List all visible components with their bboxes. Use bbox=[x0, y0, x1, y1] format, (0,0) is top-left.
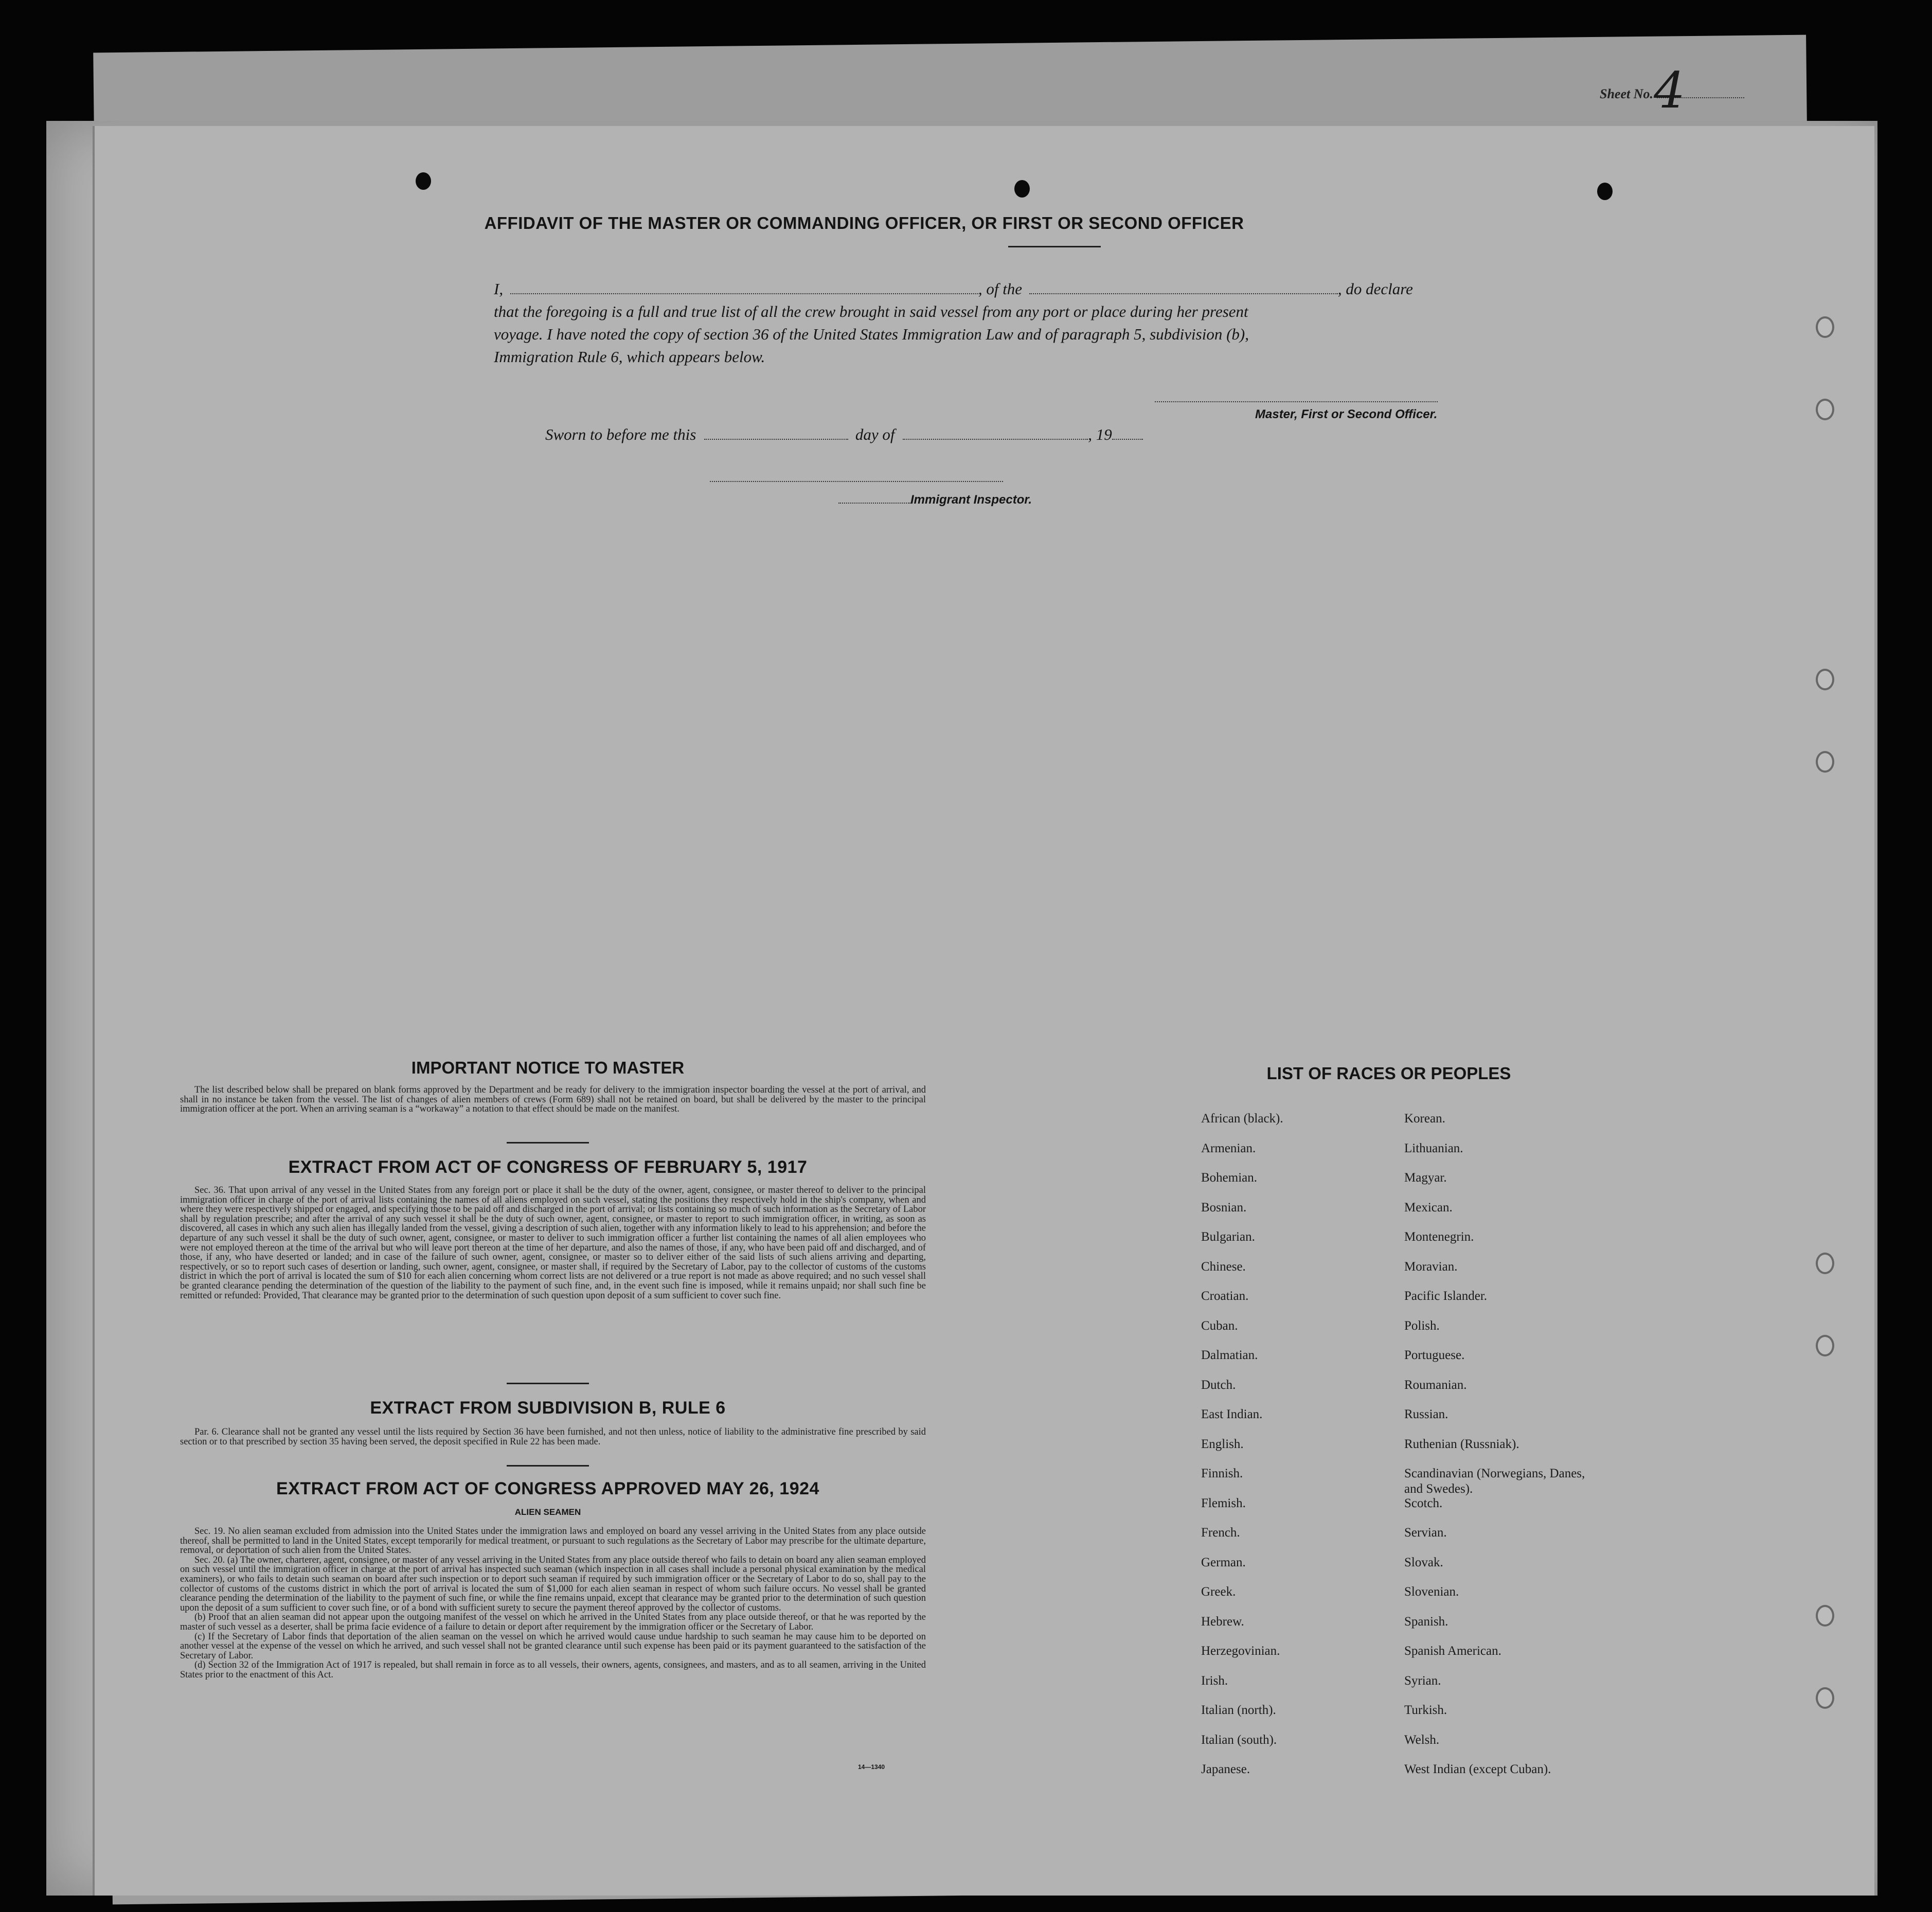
race-item: German. bbox=[1201, 1555, 1246, 1569]
race-item: West Indian (except Cuban). bbox=[1404, 1762, 1551, 1776]
extract-rule6-paragraph: Par. 6. Clearance shall not be granted any vessel until the lists required by Section 36 have been furnished, and not then unless, notice of liability to the administrative fine prescribed by said section or to that prescribed by section 35 having been served, the deposit specified in Rule 22 has been made. bbox=[180, 1427, 926, 1447]
affidavit-title: AFFIDAVIT OF THE MASTER OR COMMANDING OFFICER, OR FIRST OR SECOND OFFICER bbox=[484, 213, 1244, 233]
extract-1917-title: EXTRACT FROM ACT OF CONGRESS OF FEBRUARY 5, 1917 bbox=[288, 1157, 808, 1177]
affidavit-line-3: voyage. I have noted the copy of section 36 of the United States Immigration Law and of paragraph 5, subdivision (b), bbox=[494, 325, 1249, 343]
inspector-caption-text: Immigrant Inspector. bbox=[910, 493, 1032, 507]
race-item: Portuguese. bbox=[1404, 1348, 1465, 1362]
race-item: Cuban. bbox=[1201, 1318, 1238, 1333]
race-item: East Indian. bbox=[1201, 1407, 1263, 1421]
affidavit-i-label: I, bbox=[494, 280, 504, 298]
race-item: Chinese. bbox=[1201, 1259, 1246, 1274]
race-item: Italian (north). bbox=[1201, 1703, 1276, 1717]
race-item: Bohemian. bbox=[1201, 1171, 1258, 1185]
binder-hole bbox=[1816, 1253, 1834, 1274]
race-item: Russian. bbox=[1404, 1407, 1448, 1421]
sworn-day-of: day of bbox=[855, 425, 895, 443]
alien-seamen-subtitle: ALIEN SEAMEN bbox=[514, 1507, 581, 1517]
extract-1917-divider bbox=[507, 1383, 589, 1384]
inspector-signature-blank bbox=[838, 498, 910, 504]
race-item: Moravian. bbox=[1404, 1259, 1458, 1274]
race-item: Scotch. bbox=[1404, 1496, 1443, 1510]
race-item: Turkish. bbox=[1404, 1703, 1447, 1717]
extract-1917-paragraph: Sec. 36. That upon arrival of any vessel in the United States from any foreign port or place it shall be the duty of the owner, agent, consignee, or master thereof to deliver to the principal immigration officer in charge of the port of arrival lists containing the names of all aliens employed on such vessel, stating the positions they respectively hold in the ship's company, when and where they were respectively shipped or engaged, and specifying those to be paid off and discharged in the port of arrival; or lists containing so much of such information as the Secretary of Labor shall by regulation prescribe; and after the arrival of any such vessel it shall be the duty of such owner, agent, consignee, or master to report to such immigration officer, in writing, as soon as discovered, all cases in which any such alien has illegally landed from the vessel, giving a description of such alien, together with any information likely to lead to his apprehension; and before the departure of any such vessel it shall be the duty of such owner, agent, consignee, or master to deliver to such immigration officer a further list containing the names of all alien employees who were not employed thereon at the time of the arrival but who will leave port thereon at the time of her departure, and also the names of those, if any, who have been paid off and discharged, and of those, if any, who have deserted or landed; and in case of the failure of such owner, agent, consignee, or master so to deliver either of the said lists of such aliens arriving and departing, respectively, or so to report such cases of desertion or landing, such owner, agent, consignee, or master shall, if required by the Secretary of Labor, pay to the collector of customs of the customs district in which the port of arrival is located the sum of $10 for each alien concerning whom correct lists are not delivered or a true report is not made as above required; and no such vessel shall be granted clearance pending the determination of the question of the liability to the payment of such fine, and, in the event such fine is imposed, while it remains unpaid; nor shall such fine be remitted or refunded: Provided, That clearance may be granted prior to the determination of such question upon deposit of a sum sufficient to cover such fine. bbox=[180, 1185, 926, 1301]
sworn-label: Sworn to before me this bbox=[545, 425, 696, 443]
race-item: Spanish. bbox=[1404, 1614, 1448, 1629]
punch-hole bbox=[1014, 180, 1030, 198]
race-item: Ruthenian (Russniak). bbox=[1404, 1437, 1519, 1451]
sec-20d-paragraph: (d) Section 32 of the Immigration Act of 1917 is repealed, but shall remain in force as to all vessels, their owners, agents, consignees, and masters, and as to all seamen, arriving in the United States prior to the enactment of this Act. bbox=[180, 1660, 926, 1680]
inspector-signature-caption bbox=[838, 493, 1032, 507]
race-item: Hebrew. bbox=[1201, 1614, 1244, 1629]
punch-hole bbox=[1597, 183, 1613, 200]
race-item: Korean. bbox=[1404, 1112, 1445, 1125]
race-item: Croatian. bbox=[1201, 1289, 1249, 1303]
master-signature-line bbox=[1155, 401, 1438, 402]
sworn-year-prefix: , 19 bbox=[1088, 425, 1112, 443]
sec-20a-paragraph: Sec. 20. (a) The owner, charterer, agent, consignee, or master of any vessel arriving in the United States from any place outside thereof who fails to detain on board any alien seaman employed on such vessel until the immigration officer in charge at the port of arrival has inspected such seaman (which inspection in all cases shall include a personal physical examination by the medical examiners), or who fails to detain such seaman on board after such inspection or to deport such seaman if required by such immigration officer or the Secretary of Labor to do so, shall pay to the collector of customs of the customs district in which the port of arrival is located the sum of $1,000 for each alien seaman in respect of whom such failure occurs. No vessel shall be granted clearance pending the determination of the liability to the payment of such fine, or while the fine remains unpaid, except that clearance may be granted prior to the determination of such question upon the deposit of a sum sufficient to cover such fine, or of a bond with sufficient surety to secure the payment thereof approved by the collector of customs. bbox=[180, 1554, 926, 1613]
sworn-day-blank bbox=[704, 435, 848, 440]
binder-hole bbox=[1816, 1605, 1834, 1627]
races-list-right bbox=[1404, 1111, 1610, 1792]
race-item: Mexican. bbox=[1404, 1200, 1453, 1214]
race-item: Bulgarian. bbox=[1201, 1230, 1255, 1244]
race-item: Montenegrin. bbox=[1404, 1230, 1474, 1244]
notice-text bbox=[180, 1085, 926, 1114]
affidavit-do-declare: , do declare bbox=[1337, 280, 1413, 298]
binder-hole bbox=[1816, 669, 1834, 690]
races-title: LIST OF RACES OR PEOPLES bbox=[1266, 1064, 1511, 1083]
race-item: Slovenian. bbox=[1404, 1585, 1459, 1599]
notice-title: IMPORTANT NOTICE TO MASTER bbox=[411, 1058, 685, 1077]
race-item: Irish. bbox=[1201, 1673, 1228, 1688]
race-item: Polish. bbox=[1404, 1318, 1440, 1333]
extract-rule6-divider bbox=[507, 1465, 589, 1467]
sworn-month-blank bbox=[903, 435, 1088, 440]
sworn-year-blank bbox=[1112, 435, 1143, 440]
race-item: French. bbox=[1201, 1526, 1240, 1540]
binder-hole bbox=[1816, 1687, 1834, 1709]
form-number: 14—1340 bbox=[858, 1763, 885, 1771]
race-item: Bosnian. bbox=[1201, 1200, 1247, 1214]
notice-divider bbox=[507, 1142, 589, 1143]
extract-1917-text bbox=[180, 1186, 926, 1300]
race-item: Servian. bbox=[1404, 1526, 1447, 1540]
affidavit-line-2: that the foregoing is a full and true list of all the crew brought in said vessel from any port or place during her present bbox=[494, 302, 1248, 320]
race-item: Syrian. bbox=[1404, 1673, 1441, 1688]
sworn-line bbox=[545, 423, 1265, 446]
binder-hole bbox=[1816, 399, 1834, 420]
sheet-number-label: Sheet No. bbox=[1600, 86, 1653, 101]
race-item: Italian (south). bbox=[1201, 1732, 1277, 1747]
name-blank bbox=[510, 289, 978, 294]
affidavit-divider bbox=[1008, 246, 1101, 247]
race-item: English. bbox=[1201, 1437, 1244, 1451]
sheet-number-handwritten: 4 bbox=[1654, 62, 1686, 119]
race-item: Welsh. bbox=[1404, 1732, 1440, 1747]
punch-hole bbox=[416, 172, 431, 190]
race-item: Dalmatian. bbox=[1201, 1348, 1258, 1362]
master-signature-caption: Master, First or Second Officer. bbox=[1255, 407, 1438, 421]
race-item: Scandinavian (Norwegians, Danes, and Swedes). bbox=[1404, 1467, 1585, 1496]
inspector-signature-line bbox=[710, 481, 1003, 482]
race-item: Herzegovinian. bbox=[1201, 1644, 1280, 1658]
race-item: Armenian. bbox=[1201, 1141, 1256, 1155]
vessel-blank bbox=[1029, 289, 1338, 294]
affidavit-line-1 bbox=[494, 278, 1502, 300]
binder-hole bbox=[1816, 751, 1834, 773]
notice-paragraph: The list described below shall be prepared on blank forms approved by the Department and be ready for delivery to the immigration inspector boarding the vessel at the port of arrival, and shall in no instance be taken from the vessel. The list of changes of alien members of crews (Form 689) shall not be retained on board, but shall be delivered by the master to the principal immigration officer at the port. When an arriving seaman is a “workaway” a notation to that effect should be made on the manifest. bbox=[180, 1085, 926, 1115]
race-item: Slovak. bbox=[1404, 1555, 1443, 1569]
race-item: African (black). bbox=[1201, 1112, 1283, 1125]
races-list-left bbox=[1201, 1111, 1371, 1792]
race-item: Pacific Islander. bbox=[1404, 1289, 1488, 1303]
binder-hole bbox=[1816, 1335, 1834, 1356]
extract-1924-text bbox=[180, 1527, 926, 1680]
race-item: Spanish American. bbox=[1404, 1644, 1501, 1658]
race-item: Finnish. bbox=[1201, 1467, 1243, 1480]
extract-rule6-title: EXTRACT FROM SUBDIVISION B, RULE 6 bbox=[370, 1398, 726, 1418]
race-item: Dutch. bbox=[1201, 1378, 1236, 1392]
binder-hole bbox=[1816, 316, 1834, 338]
race-item: Magyar. bbox=[1404, 1171, 1447, 1185]
affidavit-line-4: Immigration Rule 6, which appears below. bbox=[494, 348, 765, 366]
sec-20b-paragraph: (b) Proof that an alien seaman did not appear upon the outgoing manifest of the vessel on which he arrived in the United States from any place outside thereof, or that he was reported by the master of such vessel as a deserter, shall be prima facie evidence of a failure to detain or deport after requirement by the immigration officer or the Secretary of Labor. bbox=[180, 1612, 926, 1632]
race-item: Lithuanian. bbox=[1404, 1141, 1463, 1155]
race-item: Japanese. bbox=[1201, 1762, 1250, 1776]
sec-19-paragraph: Sec. 19. No alien seaman excluded from admission into the United States under the immigration laws and employed on board any vessel arriving in the United States from any place outside thereof, shall be permitted to land in the United States, except temporarily for medical treatment, or pursuant to such regulations as the Secretary of Labor may prescribe for the ultimate departure, removal, or deportation of such alien from the United States. bbox=[180, 1526, 926, 1556]
sec-20c-paragraph: (c) If the Secretary of Labor finds that deportation of the alien seaman on the vessel on which he arrived would cause undue hardship to such seaman he may cause him to be deported on another vessel at the expense of the vessel on which he arrived, and such vessel shall not be granted clearance until such expense has been paid or its payment guaranteed to the satisfaction of the Secretary of Labor. bbox=[180, 1631, 926, 1661]
affidavit-of-the: , of the bbox=[978, 280, 1023, 298]
race-item: Flemish. bbox=[1201, 1496, 1246, 1510]
race-item: Roumanian. bbox=[1404, 1378, 1467, 1392]
extract-1924-title: EXTRACT FROM ACT OF CONGRESS APPROVED MAY 26, 1924 bbox=[276, 1479, 819, 1498]
race-item: Greek. bbox=[1201, 1585, 1236, 1599]
extract-rule6-text bbox=[180, 1427, 926, 1446]
